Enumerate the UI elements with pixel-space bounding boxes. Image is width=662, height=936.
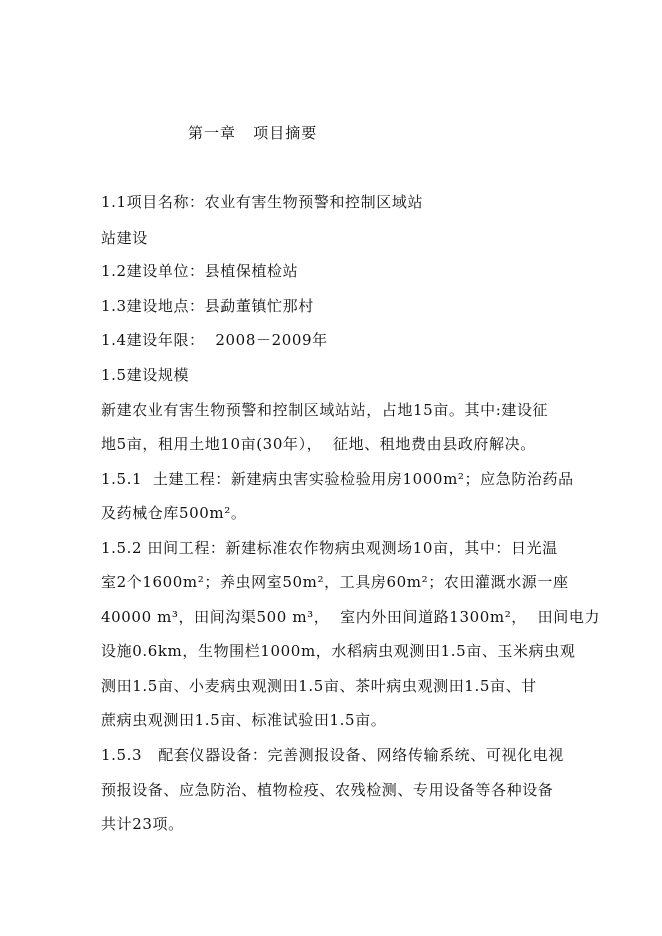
- paragraph-line: 1.5.2 田间工程：新建标准农作物病虫观测场10亩，其中：日光温: [101, 539, 558, 557]
- paragraph-line: 设施0.6km，生物围栏1000m，水稻病虫观测田1.5亩、玉米病虫观: [101, 642, 576, 660]
- chapter-title: 第一章 项目摘要: [188, 124, 318, 142]
- paragraph-line: 1.5.1 土建工程：新建病虫害实验检验用房1000m²；应急防治药品: [101, 470, 574, 488]
- paragraph-line: 共计23项。: [101, 815, 184, 833]
- paragraph-line: 1.3建设地点：县勐董镇忙那村: [101, 297, 314, 315]
- paragraph-line: 1.4建设年限： 2008－2009年: [101, 331, 328, 349]
- paragraph-line: 预报设备、应急防治、植物检疫、农残检测、专用设备等各种设备: [101, 781, 554, 799]
- paragraph-line: 40000 m³，田间沟渠500 m³， 室内外田间道路1300m²， 田间电力: [101, 608, 601, 626]
- paragraph-line: 1.5建设规模: [101, 366, 190, 384]
- paragraph-line: 蔗病虫观测田1.5亩、标准试验田1.5亩。: [101, 711, 387, 729]
- paragraph-line: 室2个1600m²；养虫网室50m²，工具房60m²；农田灌溉水源一座: [101, 573, 569, 591]
- paragraph-line: 地5亩，租用土地10亩(30年）， 征地、租地费由县政府解决。: [101, 435, 536, 453]
- paragraph-line: 1.5.3 配套仪器设备：完善测报设备、网络传输系统、可视化电视: [101, 746, 564, 764]
- paragraph-line: 1.2建设单位：县植保植检站: [101, 262, 299, 280]
- paragraph-line: 站建设: [101, 229, 148, 247]
- paragraph-line: 1.1项目名称：农业有害生物预警和控制区域站: [101, 193, 424, 211]
- paragraph-line: 测田1.5亩、小麦病虫观测田1.5亩、茶叶病虫观测田1.5亩、甘: [101, 677, 537, 695]
- paragraph-line: 新建农业有害生物预警和控制区域站站，占地15亩。其中:建设征: [101, 401, 549, 419]
- paragraph-line: 及药械仓库500m²。: [101, 504, 247, 522]
